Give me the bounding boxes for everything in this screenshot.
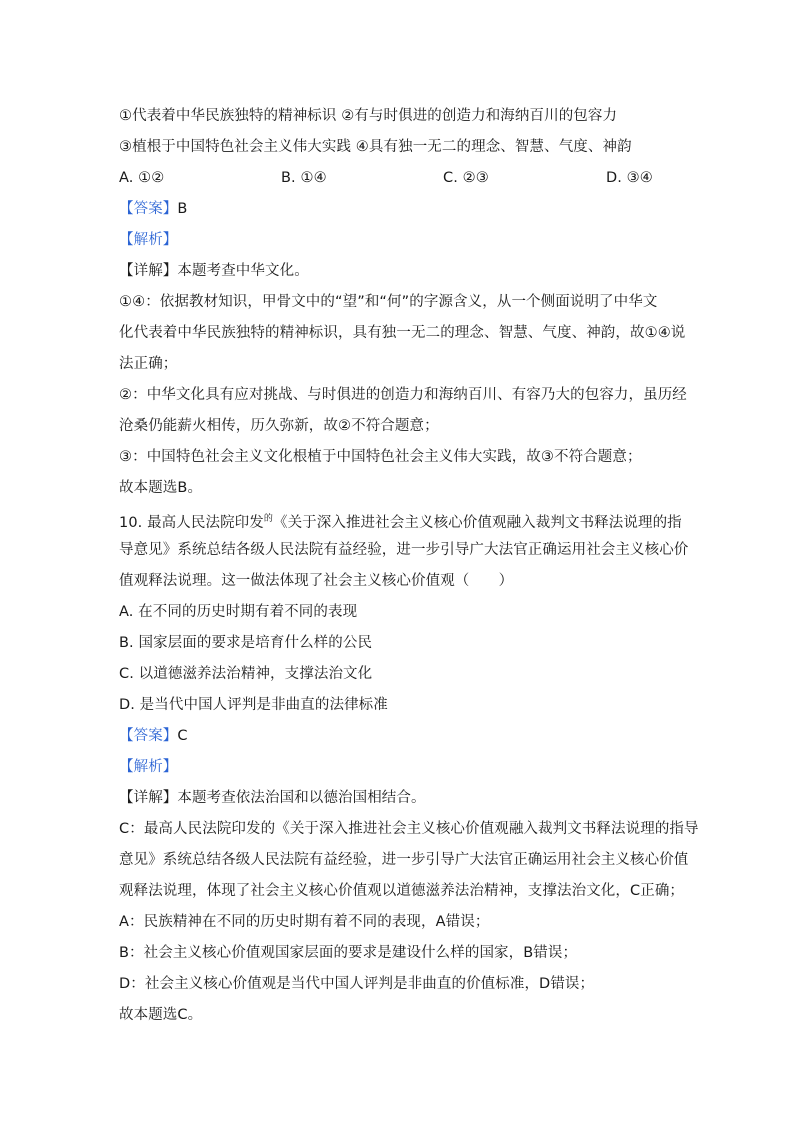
q9-answer	[119, 194, 679, 225]
q9-option-c: C. ②③	[443, 170, 489, 186]
q9-explain-line: ②：中华文化具有应对挑战、与时俱进的创造力和海纳百川、有容乃大的包容力，虽历经	[119, 387, 687, 403]
detail-text: 本题考查中华文化。	[177, 263, 309, 279]
answer-tag: 【答案】	[119, 728, 178, 744]
q10-analysis	[119, 752, 679, 783]
q9-explain-line: 法正确；	[119, 356, 178, 372]
q10-explain-line: C：最高人民法院印发的《关于深入推进社会主义核心价值观融入裁判文书释法说理的指导	[119, 821, 699, 837]
q10-detail	[119, 783, 679, 814]
detail-text: 本题考查依法治国和以德治国相结合。	[177, 790, 426, 806]
q10-option-a: A. 在不同的历史时期有着不同的表现	[119, 604, 358, 620]
detail-tag: 【详解】	[119, 790, 178, 806]
q10-explain-line: D：社会主义核心价值观是当代中国人评判是非曲直的价值标准，D错误；	[119, 976, 595, 992]
q9-detail	[119, 256, 679, 287]
detail-tag: 【详解】	[119, 263, 178, 279]
q10-option-c: C. 以道德滋养法治精神，支撑法治文化	[119, 666, 373, 682]
answer-tag: 【答案】	[119, 201, 178, 217]
q10-stem-sup: 的	[263, 514, 273, 524]
q10-option-d: D. 是当代中国人评判是非曲直的法律标准	[119, 697, 388, 713]
answer-value: B	[177, 201, 188, 217]
q10-stem-line-1	[119, 504, 682, 535]
q10-explain-line: 观释法说理，体现了社会主义核心价值观以道德滋养法治精神，支撑法治文化，C正确；	[119, 883, 685, 899]
q9-statement-line-1: ①代表着中华民族独特的精神标识 ②有与时俱进的创造力和海纳百川的包容力	[119, 108, 618, 124]
q10-explain-line: 意见》系统总结各级人民法院有益经验，进一步引导广大法官正确运用社会主义核心价值	[119, 852, 689, 868]
q9-explain-line: 沧桑仍能薪火相传，历久弥新，故②不符合题意；	[119, 418, 439, 434]
q9-option-d: D. ③④	[606, 170, 653, 186]
q9-option-a: A. ①②	[119, 170, 165, 186]
q10-conclusion: 故本题选C。	[119, 1007, 203, 1023]
q9-explain-line: ③：中国特色社会主义文化根植于中国特色社会主义伟大实践，故③不符合题意；	[119, 449, 642, 465]
q9-statement-line-2: ③植根于中国特色社会主义伟大实践 ④具有独一无二的理念、智慧、气度、神韵	[119, 139, 632, 155]
q9-explain-line: ①④：依据教材知识，甲骨文中的“望”和“何”的字源含义，从一个侧面说明了中华文	[119, 294, 658, 310]
analysis-tag: 【解析】	[119, 232, 178, 248]
analysis-tag: 【解析】	[119, 759, 178, 775]
q9-option-b: B. ①④	[281, 170, 327, 186]
q10-option-b: B. 国家层面的要求是培育什么样的公民	[119, 635, 373, 651]
q10-answer	[119, 721, 679, 752]
q10-stem-part-a: 10. 最高人民法院印发	[119, 515, 264, 531]
q10-explain-line: A：民族精神在不同的历史时期有着不同的表现，A错误；	[119, 914, 490, 930]
q9-options	[119, 163, 679, 194]
answer-value: C	[177, 728, 188, 744]
q10-stem-line-2: 导意见》系统总结各级人民法院有益经验，进一步引导广大法官正确运用社会主义核心价	[119, 542, 689, 558]
q10-explain-line: B：社会主义核心价值观国家层面的要求是建设什么样的国家，B错误；	[119, 945, 578, 961]
document-page	[119, 101, 699, 1031]
q9-conclusion: 故本题选B。	[119, 480, 203, 496]
q10-stem-line-3: 值观释法说理。这一做法体现了社会主义核心价值观（ ）	[119, 573, 514, 589]
q10-stem-part-b: 《关于深入推进社会主义核心价值观融入裁判文书释法说理的指	[272, 515, 682, 531]
q9-explain-line: 化代表着中华民族独特的精神标识，具有独一无二的理念、智慧、气度、神韵，故①④说	[119, 325, 686, 341]
q9-analysis	[119, 225, 679, 256]
